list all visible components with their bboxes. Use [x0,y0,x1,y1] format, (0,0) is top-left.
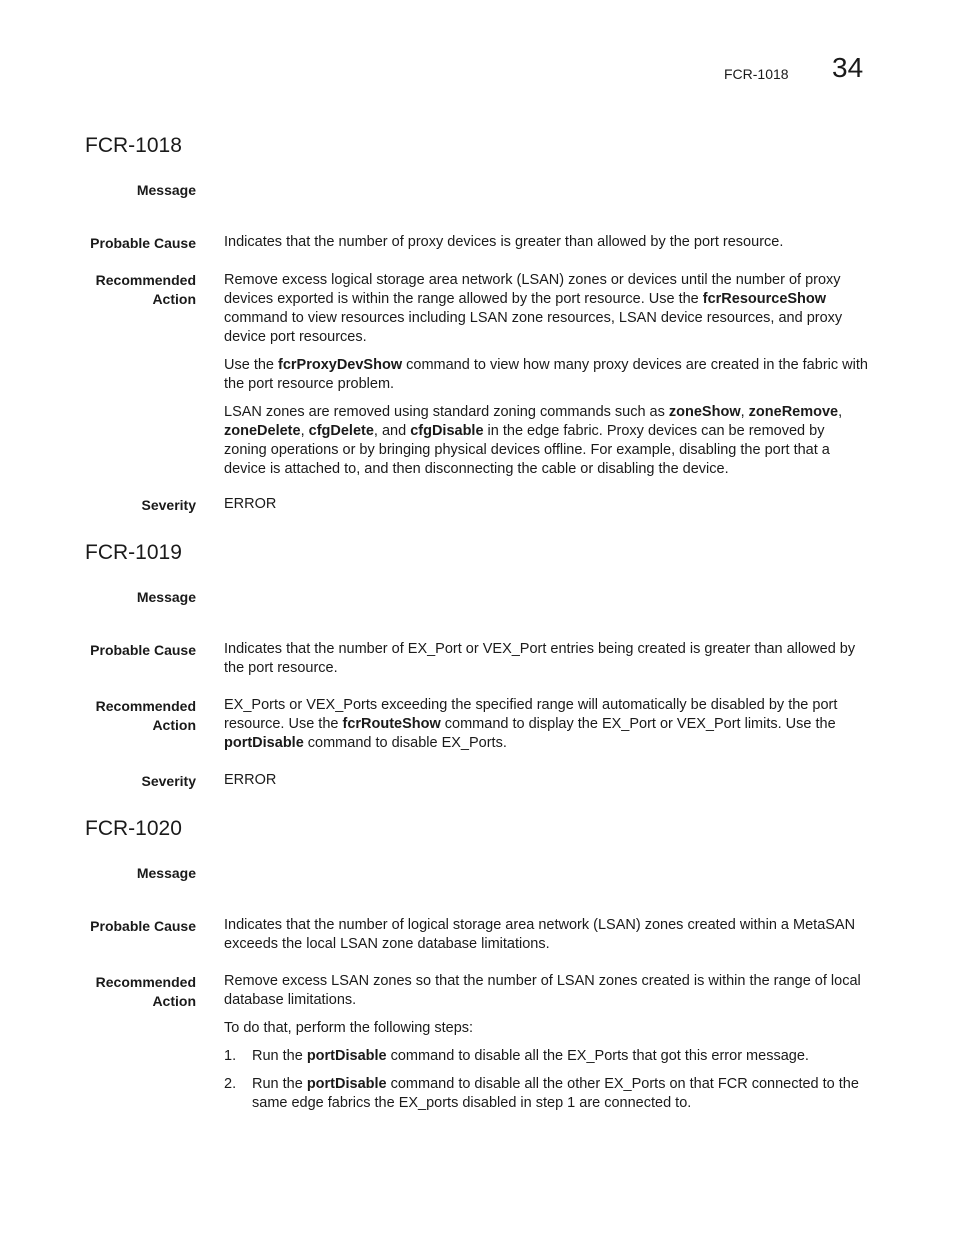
step-number: 1. [224,1048,237,1064]
command-cfgdisable: cfgDisable [410,423,484,439]
severity-value: ERROR [224,496,277,512]
text-run: Use the [224,357,278,373]
command-fcrproxydevshow: fcrProxyDevShow [278,357,403,373]
command-portdisable: portDisable [306,1048,387,1064]
message-label: Message [136,589,196,605]
probable-cause-paragraph: Indicates that the number of proxy devices is greater than allowed by the port resource. [224,234,784,250]
message-label: Message [136,182,196,198]
recommended-label-line: Recommended [95,698,196,714]
severity-value: ERROR [224,772,277,788]
probable-cause-text [224,233,869,261]
step-number: 2. [224,1076,237,1092]
probable-cause-paragraph: Indicates that the number of EX_Port or VEX_Port entries being created is greater than allowed by the port resource. [224,641,856,676]
command-cfgdelete: cfgDelete [308,423,374,439]
probable-cause-paragraph: Indicates that the number of logical storage area network (LSAN) zones created within a MetaSAN exceeds the local LSAN zone database limitations. [224,917,856,952]
command-zoneshow: zoneShow [668,404,741,420]
text-run: in the edge fabric. Proxy devices can be removed by zoning operations or by bringing physical devices offline. For example, disabling the port that a device is attached to, and then disconnecting the cable or disabling the device. [224,423,830,477]
action-label-line: Action [152,993,196,1009]
action-paragraph [224,356,869,394]
text-run: command to disable all the EX_Ports that got this error message. [386,1048,809,1064]
text-run: Remove excess logical storage area network (LSAN) zones or devices until the number of proxy devices exported is within the range allowed by the port resource. Use the [224,272,841,307]
severity-label: Severity [141,773,196,789]
probable-cause-label: Probable Cause [90,235,196,251]
recommended-action-label [96,697,196,735]
text-run: , [838,404,843,420]
step-list [224,1047,869,1113]
action-paragraph: To do that, perform the following steps: [224,1020,474,1036]
probable-cause-label: Probable Cause [90,642,196,658]
recommended-action-text [224,696,869,762]
command-fcrrouteshow: fcrRouteShow [342,716,441,732]
command-zonedelete: zoneDelete [224,423,301,439]
text-run: Run the [252,1076,307,1092]
step-item [224,1075,869,1113]
command-fcrresourceshow: fcrResourceShow [702,291,827,307]
text-run: Run the [252,1048,307,1064]
chapter-number: 34 [832,52,864,83]
action-label-line: Action [152,291,196,307]
action-paragraph [224,271,869,347]
action-label-line: Action [152,717,196,733]
action-paragraph: Remove excess LSAN zones so that the number of LSAN zones created is within the range of local database limitations. [224,973,861,1008]
probable-cause-text [224,916,869,963]
recommended-action-text [224,271,869,488]
recommended-action-text [224,972,869,1122]
command-portdisable: portDisable [306,1076,387,1092]
text-run: command to display the EX_Port or VEX_Port limits. Use the [440,716,836,732]
text-run: EX_Ports or VEX_Ports exceeding the specified range will automatically be disabled by the port resource. Use the [224,697,838,732]
text-run: , [300,423,309,439]
action-paragraph [224,403,869,479]
action-paragraph [224,696,869,753]
recommended-label-line: Recommended [95,974,196,990]
recommended-label-line: Recommended [95,272,196,288]
message-label: Message [136,865,196,881]
entry-title-fcr-1020: FCR-1020 [85,817,182,840]
entry-title-fcr-1019: FCR-1019 [85,541,182,564]
text-run: , and [373,423,411,439]
text-run: command to view resources including LSAN zone resources, LSAN device resources, and proxy device port resources. [224,310,843,345]
text-run: command to disable all the other EX_Ports on that FCR connected to the same edge fabrics the EX_ports disabled in step 1 are connected to. [252,1076,859,1111]
command-zoneremove: zoneRemove [748,404,839,420]
entry-title-fcr-1018: FCR-1018 [85,134,182,157]
text-run: , [740,404,749,420]
text-run: LSAN zones are removed using standard zoning commands such as [224,404,669,420]
severity-label: Severity [141,497,196,513]
recommended-action-label [96,271,196,309]
running-header-doc-id: FCR-1018 [724,66,789,82]
recommended-action-label [96,973,196,1011]
probable-cause-label: Probable Cause [90,918,196,934]
command-portdisable: portDisable [224,735,304,751]
text-run: command to view how many proxy devices are created in the fabric with the port resource problem. [224,357,868,392]
step-item [224,1047,869,1066]
text-run: command to disable EX_Ports. [303,735,507,751]
probable-cause-text [224,640,869,687]
